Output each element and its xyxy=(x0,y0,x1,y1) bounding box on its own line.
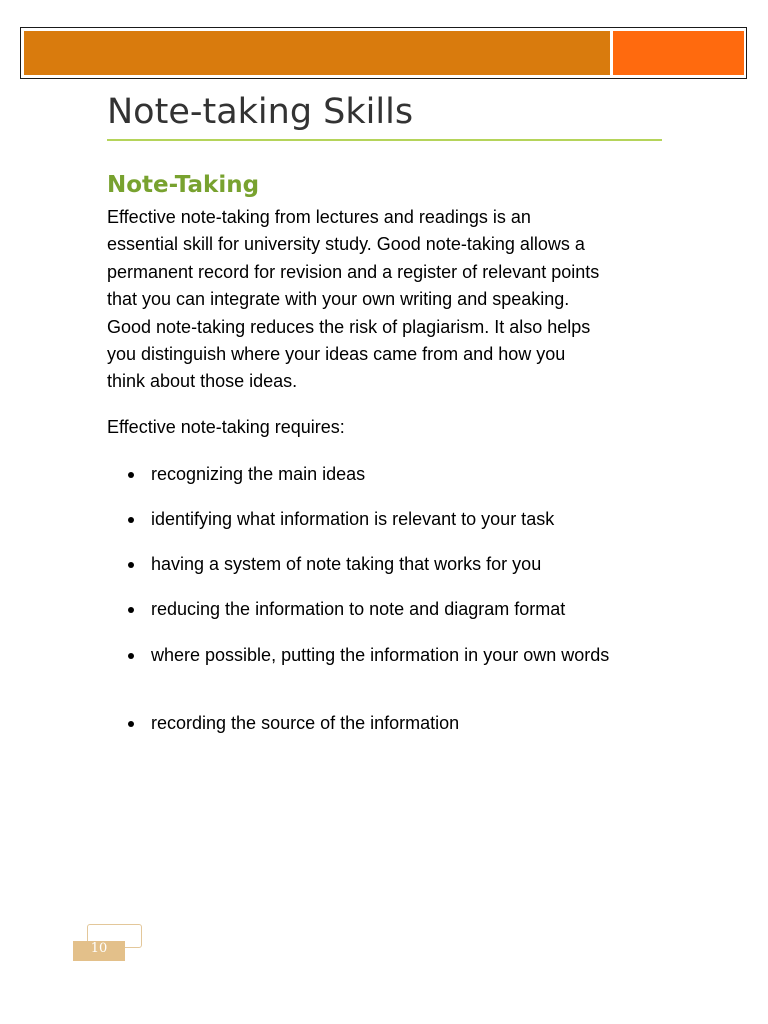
paragraph-line: think about those ideas. xyxy=(107,371,298,392)
list-item-text: reducing the information to note and diagram format xyxy=(151,599,566,619)
paragraph-line: that you can integrate with your own writing and speaking. xyxy=(107,289,570,310)
bullet-icon xyxy=(128,517,134,523)
bullet-icon xyxy=(128,472,134,478)
bullet-icon xyxy=(128,562,134,568)
bullet-icon xyxy=(128,607,134,613)
paragraph-line: Effective note-taking from lectures and readings is an xyxy=(107,207,531,227)
bullet-icon xyxy=(128,721,134,727)
paragraph-line: permanent record for revision and a register of relevant points xyxy=(107,261,600,282)
header-bar-main xyxy=(24,31,610,75)
list-item-text: identifying what information is relevant to your task xyxy=(151,509,555,529)
paragraph-line: essential skill for university study. Good note-taking allows a xyxy=(107,234,585,255)
list-item-text: having a system of note taking that works for you xyxy=(151,554,542,574)
page-number: 10 xyxy=(73,941,125,961)
section-heading: Note-Taking xyxy=(107,172,260,198)
page-title: Note-taking Skills xyxy=(107,92,414,132)
list-item-text: where possible, putting the information in your own words xyxy=(151,645,610,665)
paragraph-line: you distinguish where your ideas came from and how you xyxy=(107,344,566,365)
requires-intro: Effective note-taking requires: xyxy=(107,417,345,437)
bullet-icon xyxy=(128,653,134,659)
title-rule xyxy=(107,139,662,141)
list-item-text: recognizing the main ideas xyxy=(151,464,366,484)
intro-paragraph xyxy=(107,204,677,396)
paragraph-line: Good note-taking reduces the risk of plagiarism. It also helps xyxy=(107,316,591,337)
list-item-text: recording the source of the information xyxy=(151,713,460,733)
header-bar-accent xyxy=(613,31,744,75)
